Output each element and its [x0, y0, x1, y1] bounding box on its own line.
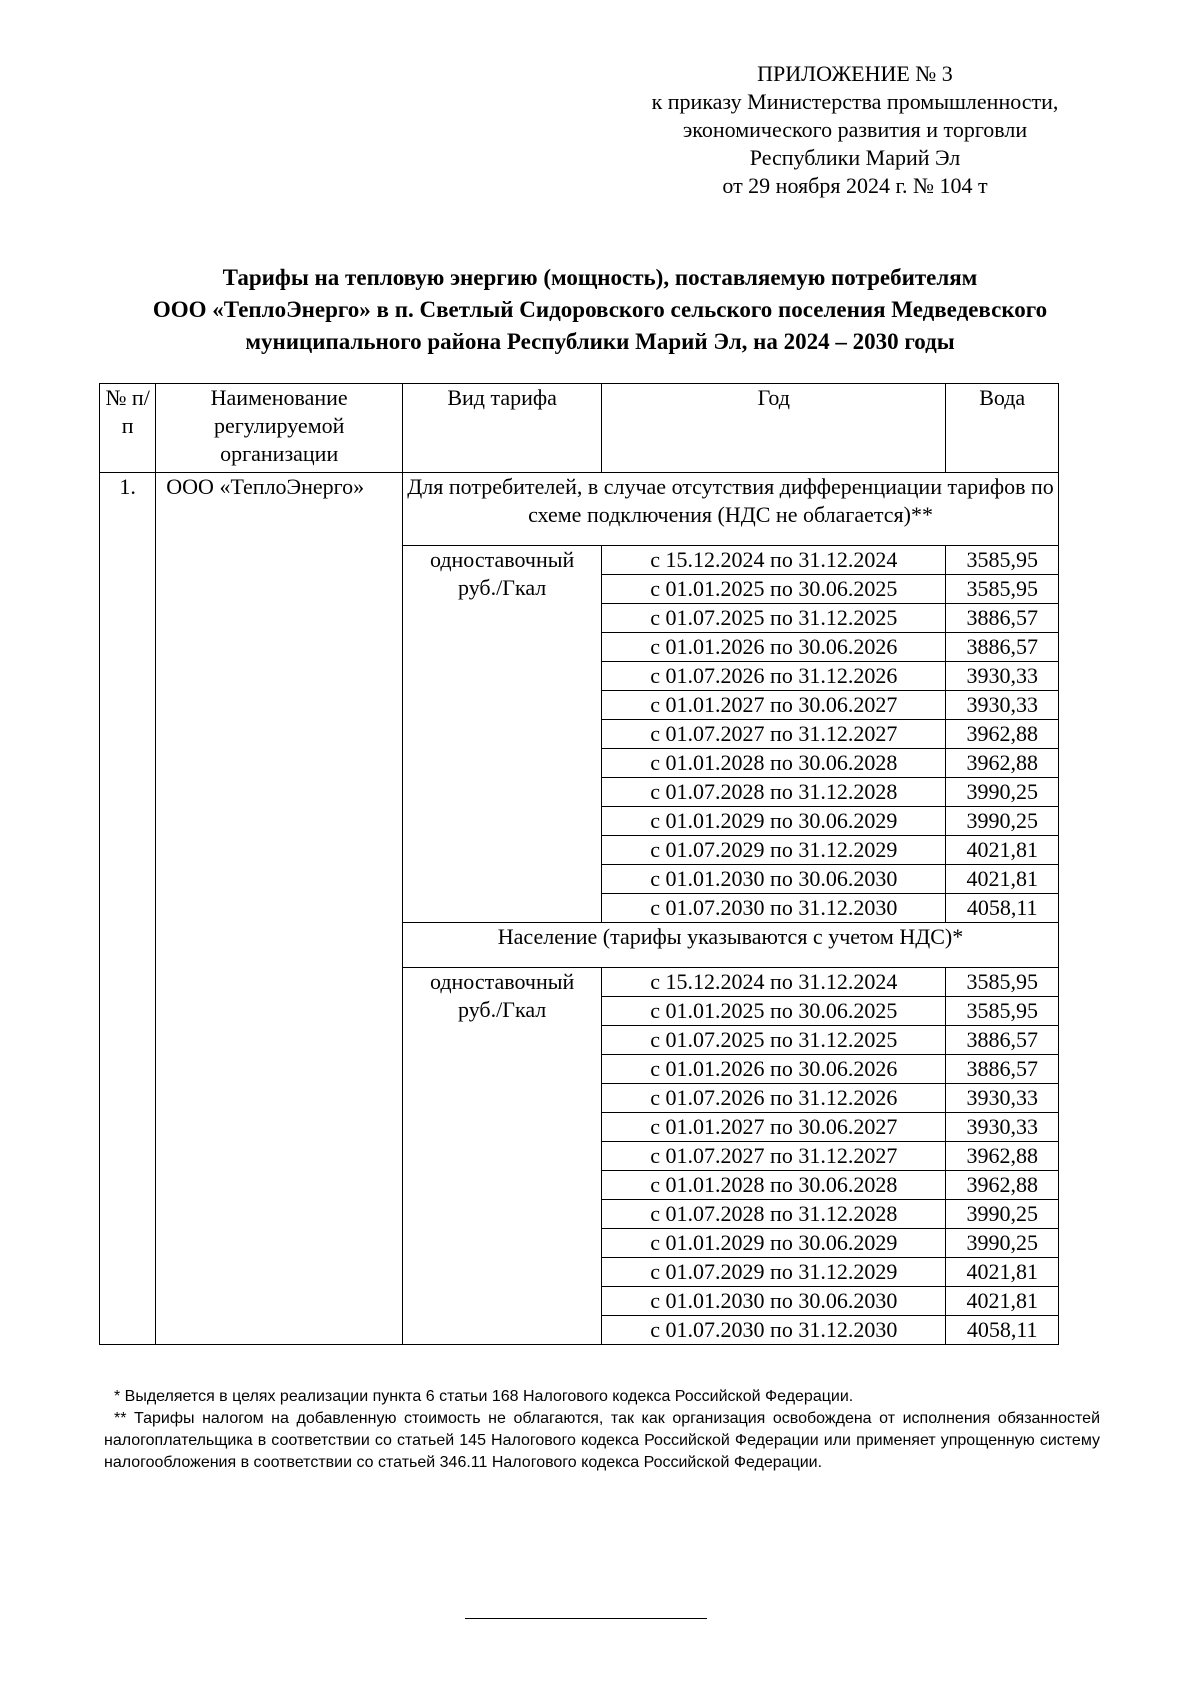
tariff-value: 3886,57: [946, 604, 1059, 633]
footnote-1: * Выделяется в целях реализации пункта 6 статьи 168 Налогового кодекса Российской Федерации.: [114, 1388, 854, 1405]
tariff-period: с 01.07.2028 по 31.12.2028: [602, 778, 946, 807]
tariff-period: с 01.07.2030 по 31.12.2030: [602, 894, 946, 923]
tariff-value: 3930,33: [946, 1084, 1059, 1113]
appendix-ministry-line: экономического развития и торговли: [682, 117, 1028, 142]
appendix-number: ПРИЛОЖЕНИЕ № 3: [757, 61, 953, 86]
appendix-republic-line: Республики Марий Эл: [749, 145, 961, 170]
tariff-period: с 01.07.2025 по 31.12.2025: [602, 604, 946, 633]
tariff-value: 3990,25: [946, 778, 1059, 807]
tariff-period: с 01.01.2029 по 30.06.2029: [602, 1229, 946, 1258]
tariff-value: 3886,57: [946, 633, 1059, 662]
tariff-period: с 01.01.2026 по 30.06.2026: [602, 633, 946, 662]
header-year: Год: [602, 384, 946, 473]
tariff-period: с 01.01.2030 по 30.06.2030: [602, 865, 946, 894]
tariff-period: с 01.01.2027 по 30.06.2027: [602, 1113, 946, 1142]
tariff-value: 3962,88: [946, 1142, 1059, 1171]
tariff-value: 3990,25: [946, 1200, 1059, 1229]
tariff-period: с 01.07.2028 по 31.12.2028: [602, 1200, 946, 1229]
table-header-row: [100, 384, 1059, 473]
title-line-2: ООО «ТеплоЭнерго» в п. Светлый Сидоровского сельского поселения Медведевского: [152, 297, 1048, 322]
tariff-period: с 01.07.2029 по 31.12.2029: [602, 1258, 946, 1287]
tariff-value: 3886,57: [946, 1026, 1059, 1055]
tariff-value: 3585,95: [946, 997, 1059, 1026]
tariff-type-unit: руб./Гкал: [458, 575, 547, 600]
tariff-value: 3930,33: [946, 691, 1059, 720]
tariff-value: 3930,33: [946, 1113, 1059, 1142]
tariff-value: 3962,88: [946, 1171, 1059, 1200]
tariff-period: с 01.07.2030 по 31.12.2030: [602, 1316, 946, 1345]
tariff-period: с 01.01.2028 по 30.06.2028: [602, 749, 946, 778]
tariff-group-row: [100, 473, 1059, 546]
document-title: [50, 262, 1150, 358]
tariff-period: с 01.07.2027 по 31.12.2027: [602, 720, 946, 749]
tariff-period: с 01.07.2027 по 31.12.2027: [602, 1142, 946, 1171]
header-organization: Наименование регулируемой организации: [156, 384, 403, 473]
tariff-period: с 15.12.2024 по 31.12.2024: [602, 968, 946, 997]
tariff-type-unit: руб./Гкал: [458, 997, 547, 1022]
tariff-value: 3585,95: [946, 546, 1059, 575]
tariff-value: 3585,95: [946, 575, 1059, 604]
title-line-1: Тарифы на тепловую энергию (мощность), поставляемую потребителям: [222, 265, 978, 290]
tariff-type: [403, 968, 602, 1345]
tariff-value: 3886,57: [946, 1055, 1059, 1084]
tariff-value: 3930,33: [946, 662, 1059, 691]
closing-separator-line: [465, 1618, 707, 1619]
tariff-type-name: одноставочный: [429, 969, 575, 994]
organization-name: ООО «ТеплоЭнерго»: [156, 473, 403, 1345]
tariff-group-title: Для потребителей, в случае отсутствия дифференциации тарифов по схеме подключения (НДС не облагается)**: [403, 473, 1059, 546]
tariff-period: с 15.12.2024 по 31.12.2024: [602, 546, 946, 575]
tariff-period: с 01.01.2027 по 30.06.2027: [602, 691, 946, 720]
header-tariff-type: Вид тарифа: [403, 384, 602, 473]
tariff-period: с 01.07.2026 по 31.12.2026: [602, 1084, 946, 1113]
tariff-period: с 01.07.2025 по 31.12.2025: [602, 1026, 946, 1055]
tariff-table: [99, 383, 1059, 1345]
tariff-group-title: Население (тарифы указываются с учетом НДС)*: [403, 923, 1059, 968]
appendix-order-line: к приказу Министерства промышленности,: [651, 89, 1059, 114]
tariff-type: [403, 546, 602, 923]
tariff-value: 4058,11: [946, 894, 1059, 923]
tariff-value: 3962,88: [946, 749, 1059, 778]
footnotes: [104, 1386, 1100, 1474]
tariff-value: 3585,95: [946, 968, 1059, 997]
tariff-period: с 01.01.2025 по 30.06.2025: [602, 575, 946, 604]
tariff-value: 3962,88: [946, 720, 1059, 749]
header-number: № п/п: [100, 384, 156, 473]
tariff-value: 4058,11: [946, 1316, 1059, 1345]
tariff-value: 4021,81: [946, 865, 1059, 894]
appendix-header: [560, 60, 1150, 200]
tariff-period: с 01.07.2029 по 31.12.2029: [602, 836, 946, 865]
tariff-value: 3990,25: [946, 1229, 1059, 1258]
appendix-date-line: от 29 ноября 2024 г. № 104 т: [722, 173, 988, 198]
title-line-3: муниципального района Республики Марий Эл, на 2024 – 2030 годы: [245, 329, 955, 354]
tariff-value: 4021,81: [946, 1287, 1059, 1316]
tariff-period: с 01.01.2026 по 30.06.2026: [602, 1055, 946, 1084]
tariff-period: с 01.01.2030 по 30.06.2030: [602, 1287, 946, 1316]
tariff-period: с 01.01.2028 по 30.06.2028: [602, 1171, 946, 1200]
tariff-value: 4021,81: [946, 836, 1059, 865]
header-water: Вода: [946, 384, 1059, 473]
footnote-2: ** Тарифы налогом на добавленную стоимость не облагаются, так как организация освобождена от исполнения обязанностей налогоплательщика в соответствии со статьей 145 Налогового кодекса Российской Федерации или применяет упрощенную систему налогообложения в соответствии со статьей 346.11 Налогового кодекса Российской Федерации.: [104, 1410, 1100, 1471]
tariff-period: с 01.07.2026 по 31.12.2026: [602, 662, 946, 691]
row-number: 1.: [100, 473, 156, 1345]
tariff-period: с 01.01.2025 по 30.06.2025: [602, 997, 946, 1026]
tariff-value: 4021,81: [946, 1258, 1059, 1287]
tariff-type-name: одноставочный: [429, 547, 575, 572]
tariff-value: 3990,25: [946, 807, 1059, 836]
tariff-period: с 01.01.2029 по 30.06.2029: [602, 807, 946, 836]
